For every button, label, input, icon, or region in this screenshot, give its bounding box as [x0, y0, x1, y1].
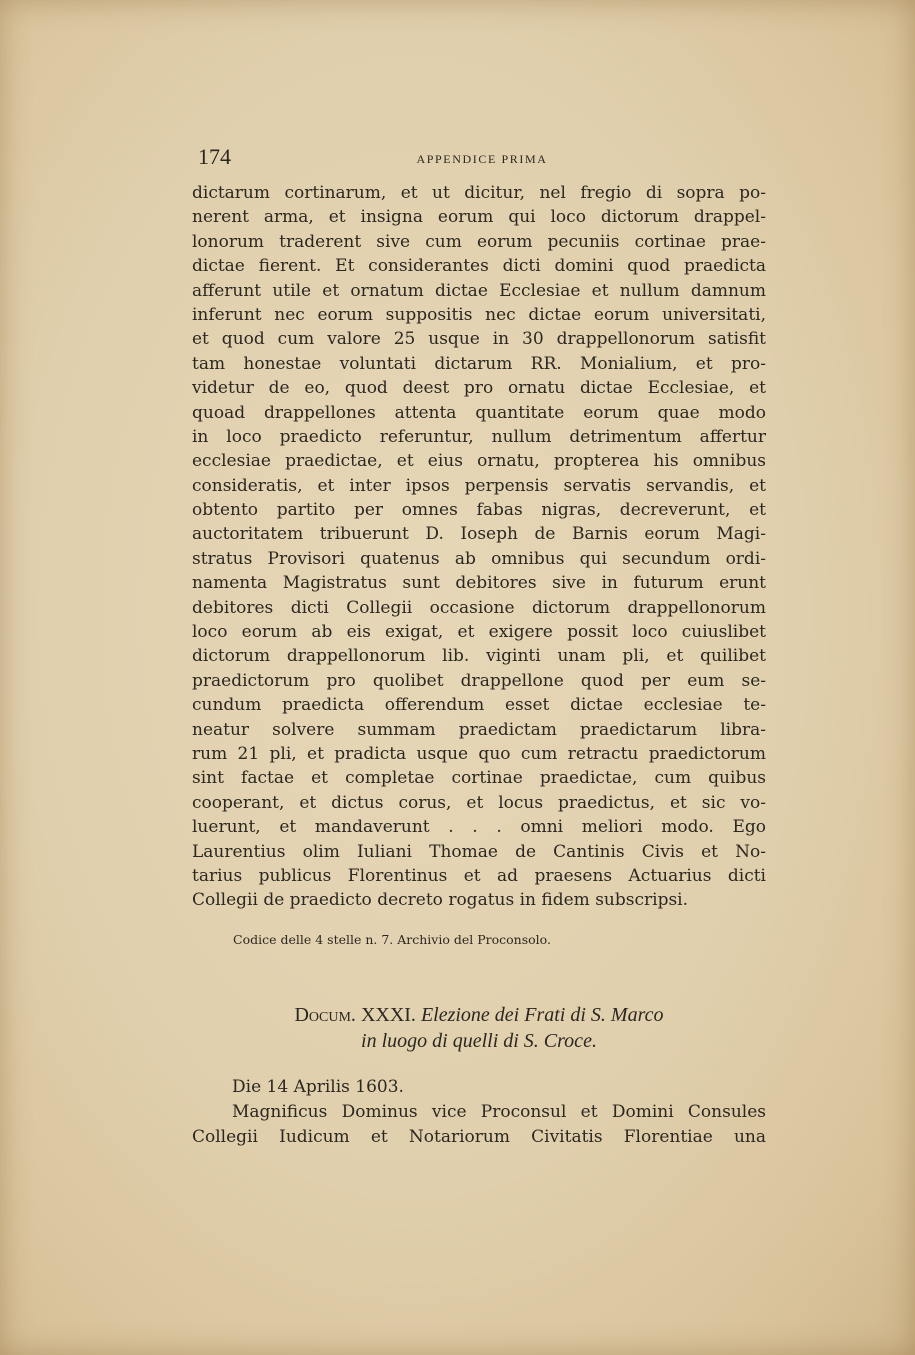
running-head: APPENDICE PRIMA	[416, 152, 548, 166]
text-line: cooperant, et dictus corus, et locus praedictus, et sic vo-	[192, 792, 766, 813]
text-line: Collegii Iudicum et Notariorum Civitatis Florentiae una	[192, 1127, 766, 1147]
document-number: XXXI.	[360, 1004, 416, 1026]
text-line: nerent arma, et insigna eorum qui loco dictorum drappel-	[192, 207, 766, 228]
text-line: videtur de eo, quod deest pro ornatu dictae Ecclesiae, et	[192, 378, 766, 399]
text-line: rum 21 pli, et pradicta usque quo cum retractu praedictorum	[192, 743, 766, 764]
source-note: Codice delle 4 stelle n. 7. Archivio del Proconsolo.	[233, 932, 551, 947]
text-line: in loco praedicto referuntur, nullum detrimentum affertur	[192, 426, 766, 447]
text-line: inferunt nec eorum suppositis nec dictae eorum universitati,	[192, 304, 766, 325]
text-line: debitores dicti Collegii occasione dictorum drappellonorum	[192, 597, 766, 618]
document-label: Docum.	[294, 1004, 356, 1026]
date-line: Die 14 Aprilis 1603.	[232, 1077, 404, 1097]
text-line: namenta Magistratus sunt debitores sive in futurum erunt	[192, 573, 766, 594]
text-line: loco eorum ab eis exigat, et exigere possit loco cuiuslibet	[192, 622, 766, 643]
text-line: Collegii de praedicto decreto rogatus in fidem subscripsi.	[192, 890, 689, 911]
text-line: dictorum drappellonorum lib. viginti unam pli, et quilibet	[192, 646, 766, 667]
document-title-line-1: Elezione dei Frati di S. Marco	[420, 1004, 664, 1026]
text-line: auctoritatem tribuerunt D. Ioseph de Barnis eorum Magi-	[192, 524, 766, 545]
text-line: luerunt, et mandaverunt . . . omni meliori modo. Ego	[192, 817, 766, 838]
text-line: lonorum traderent sive cum eorum pecuniis cortinae prae-	[192, 231, 766, 252]
text-line: stratus Provisori quatenus ab omnibus qui secundum ordi-	[192, 548, 766, 569]
text-line: neatur solvere summam praedictam praedictarum libra-	[192, 719, 766, 740]
page-header	[198, 140, 766, 170]
second-document-body	[192, 1075, 766, 1150]
text-line: et quod cum valore 25 usque in 30 drappellonorum satisfit	[192, 329, 766, 350]
text-line: dictae fierent. Et considerantes dicti domini quod praedicta	[192, 256, 766, 277]
text-line: tam honestae voluntati dictarum RR. Monialium, et pro-	[192, 353, 766, 374]
text-line: consideratis, et inter ipsos perpensis servatis servandis, et	[192, 475, 766, 496]
text-line: ecclesiae praedictae, et eius ornatu, propterea his omnibus	[192, 451, 766, 472]
text-line: obtento partito per omnes fabas nigras, decreverunt, et	[192, 500, 766, 521]
document-heading	[192, 1002, 766, 1054]
text-line: quoad drappellones attenta quantitate eorum quae modo	[192, 402, 766, 423]
text-line: tarius publicus Florentinus et ad praesens Actuarius dicti	[192, 865, 766, 886]
page-number: 174	[198, 144, 231, 169]
text-line: Laurentius olim Iuliani Thomae de Cantinis Civis et No-	[192, 841, 766, 862]
document-title-line-2: in luogo di quelli di S. Croce.	[361, 1030, 597, 1052]
text-line: cundum praedicta offerendum esset dictae ecclesiae te-	[192, 695, 766, 716]
text-line: afferunt utile et ornatum dictae Ecclesiae et nullum damnum	[192, 280, 766, 301]
text-line: dictarum cortinarum, et ut dicitur, nel fregio di sopra po-	[192, 183, 766, 203]
document-body	[192, 181, 766, 913]
text-line: praedictorum pro quolibet drappellone quod per eum se-	[192, 670, 766, 691]
document-heading-line-1	[192, 1002, 766, 1028]
text-line: sint factae et completae cortinae praedictae, cum quibus	[192, 768, 766, 789]
text-line: Magnificus Dominus vice Proconsul et Domini Consules	[232, 1102, 766, 1122]
